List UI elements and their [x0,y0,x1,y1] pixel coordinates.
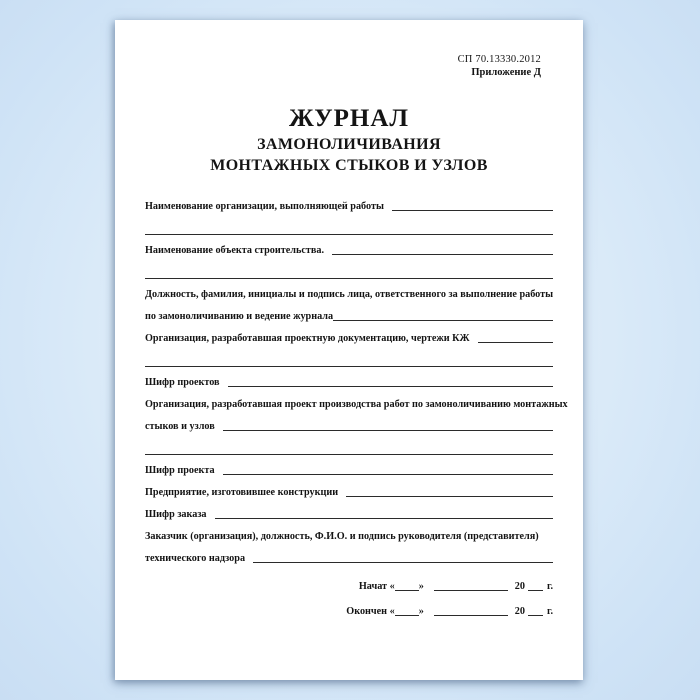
form-row-responsible-line [145,306,553,328]
form-fields [145,196,568,570]
field-label: Должность, фамилия, инициалы и подпись лица, ответственного за выполнение работы [145,289,554,300]
fill-line [145,438,553,455]
field-label: стыков и узлов [145,421,215,432]
year-suffix: г. [546,606,553,617]
form-row-manufacturer [145,482,553,504]
date-finished-row [145,599,553,624]
title-line-1: ЖУРНАЛ [288,105,410,132]
form-row-order-code [145,504,553,526]
fill-line [145,262,553,279]
form-row-continuation-line [145,218,553,240]
form-row-continuation-line [145,350,553,372]
fill-line [333,320,553,321]
journal-cover-page [115,20,583,680]
field-label: Шифр заказа [145,509,207,520]
document-title [145,104,553,176]
form-row-customer-text [145,526,553,548]
quote-close: » [418,581,424,592]
field-label: Наименование организации, выполняющей работы [145,201,384,212]
fill-line [392,210,553,211]
form-row-responsible-text [145,284,553,306]
date-started-row [145,574,553,599]
field-label: Организация, разработавшая проектную документацию, чертежи КЖ [145,333,470,344]
form-row-customer-line [145,548,553,570]
fill-line [215,518,553,519]
form-row-ppr-org-text [145,394,568,416]
fill-line [332,254,553,255]
month-blank [434,590,508,591]
year-blank [528,590,543,591]
fill-line [346,496,553,497]
year-blank [528,615,543,616]
form-row-project-codes [145,372,553,394]
fill-line [223,430,553,431]
title-line-3: МОНТАЖНЫХ СТЫКОВ И УЗЛОВ [210,157,488,174]
form-row-continuation-line [145,262,553,284]
year-suffix: г. [546,581,553,592]
quote-close: » [418,606,424,617]
field-label: Шифр проекта [145,465,215,476]
year-prefix: 20 [514,606,525,617]
title-line-2: ЗАМОНОЛИЧИВАНИЯ [257,136,441,153]
month-blank [434,615,508,616]
fill-line [145,350,553,367]
form-row-construction-object [145,240,553,262]
field-label: Наименование объекта строительства. [145,245,325,256]
fill-line [253,562,553,563]
appendix-label: Приложение Д [471,67,541,78]
form-row-continuation-line [145,438,553,460]
day-blank [395,590,419,591]
field-label: Предприятие, изготовившее конструкции [145,487,339,498]
fill-line [223,474,553,475]
form-row-project-code [145,460,553,482]
fill-line [478,342,553,343]
field-label: по замоноличиванию и ведение журнала [145,311,334,322]
field-label: Шифр проектов [145,377,220,388]
started-label: Начат « [358,581,395,592]
finished-label: Окончен « [346,606,395,617]
field-label: технического надзора [145,553,246,564]
year-prefix: 20 [514,581,525,592]
form-row-design-org [145,328,553,350]
day-blank [395,615,419,616]
fill-line [145,218,553,235]
form-row-ppr-org-line [145,416,553,438]
journal-dates [145,574,553,624]
field-label: Заказчик (организация), должность, Ф.И.О. и подпись руководителя (представителя) [145,531,539,542]
fill-line [228,386,553,387]
standard-code: СП 70.13330.2012 [457,54,541,65]
form-row-org-performing [145,196,553,218]
document-header [145,53,541,79]
field-label: Организация, разработавшая проект производства работ по замоноличиванию монтажных [145,399,568,410]
